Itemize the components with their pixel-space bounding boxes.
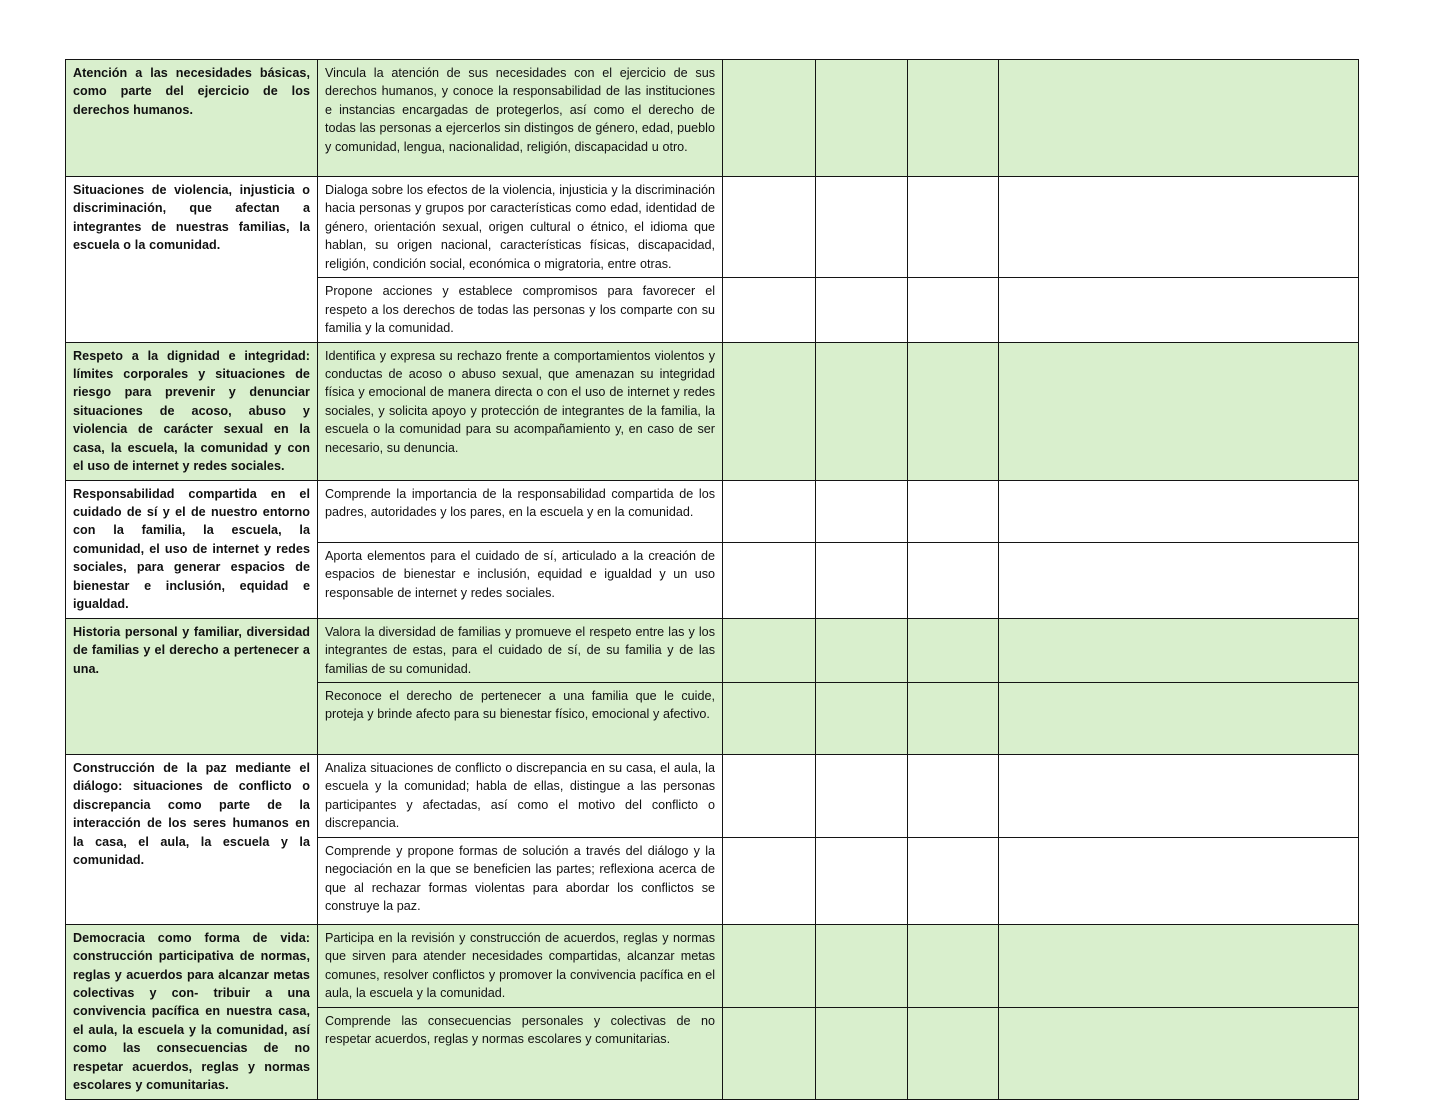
check-cell-2[interactable] — [816, 480, 908, 542]
check-cell-2[interactable] — [816, 60, 908, 177]
table-row — [66, 60, 1359, 177]
notes-cell[interactable] — [999, 177, 1359, 278]
check-cell-2[interactable] — [816, 682, 908, 754]
theme-cell: Democracia como forma de vida: construcción participativa de normas, reglas y acuerdos para alcanzar metas colectivas y con- tribuir a una convivencia pacífica en nuestra casa, el aula, la escuela y la comunidad, así como las consecuencias de no respetar acuerdos, reglas y normas escolares y comunitarias. — [66, 924, 318, 1099]
check-cell-1[interactable] — [723, 342, 816, 480]
table-row — [66, 480, 1359, 542]
check-cell-1[interactable] — [723, 278, 816, 342]
check-cell-3[interactable] — [908, 542, 999, 618]
check-cell-2[interactable] — [816, 278, 908, 342]
check-cell-3[interactable] — [908, 342, 999, 480]
notes-cell[interactable] — [999, 278, 1359, 342]
theme-cell: Construcción de la paz mediante el diálogo: situaciones de conflicto o discrepancia como parte de la interacción de los seres humanos en la casa, el aula, la escuela y la comunidad. — [66, 754, 318, 924]
check-cell-3[interactable] — [908, 60, 999, 177]
check-cell-1[interactable] — [723, 754, 816, 837]
check-cell-3[interactable] — [908, 837, 999, 924]
assessment-table — [65, 59, 1359, 1100]
notes-cell[interactable] — [999, 342, 1359, 480]
notes-cell[interactable] — [999, 754, 1359, 837]
check-cell-2[interactable] — [816, 924, 908, 1007]
check-cell-2[interactable] — [816, 542, 908, 618]
notes-cell[interactable] — [999, 60, 1359, 177]
learning-outcome-cell: Dialoga sobre los efectos de la violencia, injusticia y la discriminación hacia personas y grupos por características como edad, identidad de género, orientación sexual, origen cultural o étnico, el idioma que hablan, su origen nacional, características físicas, discapacidad, religión, condición social, económica o migratoria, entre otras. — [318, 177, 723, 278]
learning-outcome-cell: Analiza situaciones de conflicto o discrepancia en su casa, el aula, la escuela y la comunidad; habla de ellas, distingue a las personas participantes y afectadas, así como el motivo del conflicto o discrepancia. — [318, 754, 723, 837]
table-row — [66, 754, 1359, 837]
check-cell-2[interactable] — [816, 177, 908, 278]
assessment-table-container — [65, 59, 1358, 1100]
theme-cell: Atención a las necesidades básicas, como parte del ejercicio de los derechos humanos. — [66, 60, 318, 177]
check-cell-1[interactable] — [723, 1007, 816, 1099]
learning-outcome-cell: Participa en la revisión y construcción de acuerdos, reglas y normas que sirven para atender necesidades compartidas, alcanzar metas comunes, resolver conflictos y promover la convivencia pacífica en el aula, la escuela y la comunidad. — [318, 924, 723, 1007]
theme-cell: Situaciones de violencia, injusticia o discriminación, que afectan a integrantes de nuestras familias, la escuela o la comunidad. — [66, 177, 318, 343]
check-cell-1[interactable] — [723, 682, 816, 754]
check-cell-3[interactable] — [908, 177, 999, 278]
check-cell-1[interactable] — [723, 924, 816, 1007]
check-cell-3[interactable] — [908, 480, 999, 542]
theme-cell: Responsabilidad compartida en el cuidado de sí y el de nuestro entorno con la familia, la escuela, la comunidad, el uso de internet y redes sociales, para generar espacios de bienestar e inclusión, equidad e igualdad. — [66, 480, 318, 618]
theme-cell: Respeto a la dignidad e integridad: límites corporales y situaciones de riesgo para prevenir y denunciar situaciones de acoso, abuso y violencia de carácter sexual en la casa, la escuela, la comunidad y con el uso de internet y redes sociales. — [66, 342, 318, 480]
check-cell-1[interactable] — [723, 480, 816, 542]
notes-cell[interactable] — [999, 924, 1359, 1007]
check-cell-3[interactable] — [908, 682, 999, 754]
table-row — [66, 177, 1359, 278]
notes-cell[interactable] — [999, 480, 1359, 542]
learning-outcome-cell: Propone acciones y establece compromisos para favorecer el respeto a los derechos de todas las personas y los comparte con su familia y la comunidad. — [318, 278, 723, 342]
learning-outcome-cell: Valora la diversidad de familias y promueve el respeto entre las y los integrantes de estas, para el cuidado de sí, de su familia y de las familias de su comunidad. — [318, 618, 723, 682]
notes-cell[interactable] — [999, 618, 1359, 682]
learning-outcome-cell: Comprende la importancia de la responsabilidad compartida de los padres, autoridades y los pares, en la escuela y en la comunidad. — [318, 480, 723, 542]
notes-cell[interactable] — [999, 837, 1359, 924]
check-cell-1[interactable] — [723, 837, 816, 924]
check-cell-2[interactable] — [816, 1007, 908, 1099]
check-cell-3[interactable] — [908, 754, 999, 837]
learning-outcome-cell: Reconoce el derecho de pertenecer a una familia que le cuide, proteja y brinde afecto para su bienestar físico, emocional y afectivo. — [318, 682, 723, 754]
table-body — [66, 60, 1359, 1100]
check-cell-3[interactable] — [908, 278, 999, 342]
check-cell-2[interactable] — [816, 754, 908, 837]
check-cell-1[interactable] — [723, 542, 816, 618]
learning-outcome-cell: Aporta elementos para el cuidado de sí, articulado a la creación de espacios de bienestar e inclusión, equidad e igualdad y un uso responsable de internet y redes sociales. — [318, 542, 723, 618]
theme-cell: Historia personal y familiar, diversidad de familias y el derecho a pertenecer a una. — [66, 618, 318, 754]
learning-outcome-cell: Comprende y propone formas de solución a través del diálogo y la negociación en la que se beneficien las partes; reflexiona acerca de que al rechazar formas violentas para abordar los conflictos se construye la paz. — [318, 837, 723, 924]
notes-cell[interactable] — [999, 682, 1359, 754]
table-row — [66, 924, 1359, 1007]
check-cell-3[interactable] — [908, 924, 999, 1007]
check-cell-3[interactable] — [908, 1007, 999, 1099]
check-cell-1[interactable] — [723, 60, 816, 177]
check-cell-2[interactable] — [816, 618, 908, 682]
learning-outcome-cell: Comprende las consecuencias personales y colectivas de no respetar acuerdos, reglas y normas escolares y comunitarias. — [318, 1007, 723, 1099]
notes-cell[interactable] — [999, 542, 1359, 618]
notes-cell[interactable] — [999, 1007, 1359, 1099]
check-cell-2[interactable] — [816, 342, 908, 480]
table-row — [66, 618, 1359, 682]
table-row — [66, 342, 1359, 480]
learning-outcome-cell: Vincula la atención de sus necesidades con el ejercicio de sus derechos humanos, y conoce la responsabilidad de las instituciones e instancias encargadas de protegerlos, así como el derecho de todas las personas a ejercerlos sin distingos de género, edad, pueblo y comunidad, lengua, nacionalidad, religión, discapacidad u otro. — [318, 60, 723, 177]
check-cell-3[interactable] — [908, 618, 999, 682]
learning-outcome-cell: Identifica y expresa su rechazo frente a comportamientos violentos y conductas de acoso o abuso sexual, que amenazan su integridad física y emocional de manera directa o con el uso de internet y redes sociales, y solicita apoyo y protección de integrantes de la familia, la escuela o la comunidad para su acompañamiento y, en caso de ser necesario, su denuncia. — [318, 342, 723, 480]
check-cell-1[interactable] — [723, 618, 816, 682]
check-cell-1[interactable] — [723, 177, 816, 278]
check-cell-2[interactable] — [816, 837, 908, 924]
